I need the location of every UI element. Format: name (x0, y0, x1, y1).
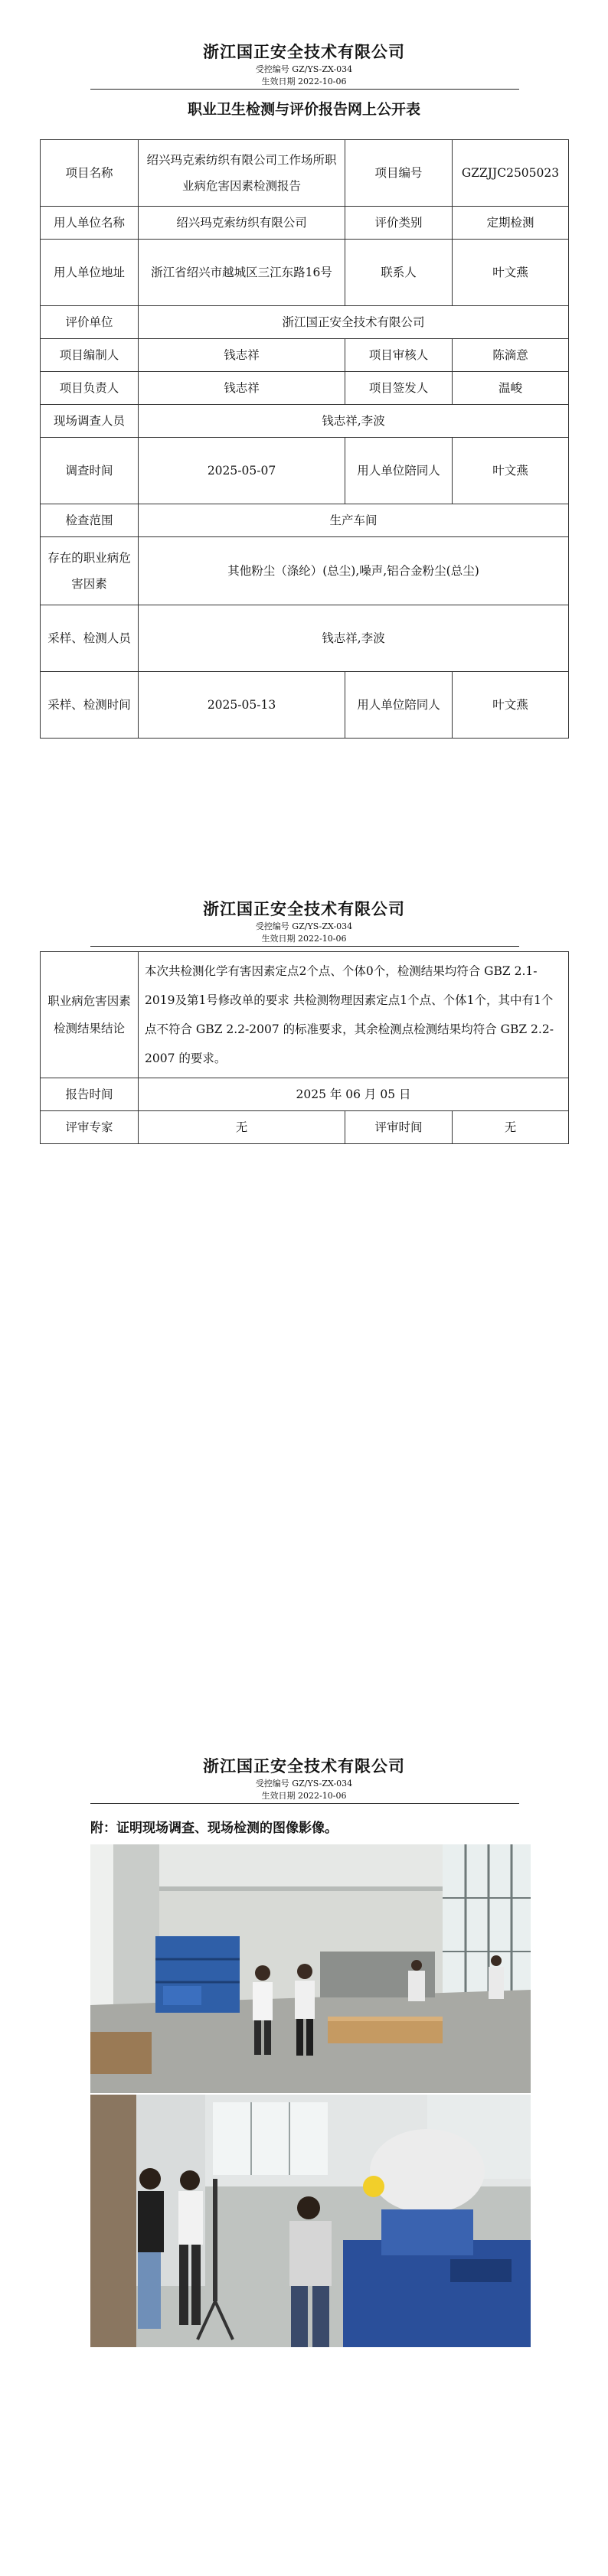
table-label: 用人单位陪同人 (345, 438, 453, 504)
company-name: 浙江国正安全技术有限公司 (203, 1756, 405, 1775)
site-survey-photo (90, 1844, 531, 2093)
annex-title: 附：证明现场调查、现场检测的图像影像。 (90, 1821, 338, 1836)
table-row (41, 438, 569, 504)
table-label: 采样、检测人员 (41, 605, 139, 672)
table-label: 用人单位地址 (41, 240, 139, 306)
table-row (41, 672, 569, 739)
evaluation-type: 定期检测 (453, 207, 569, 240)
table-label: 评价类别 (345, 207, 453, 240)
table-label: 项目编号 (345, 140, 453, 207)
table-label: 现场调查人员 (41, 405, 139, 438)
table-label: 评审时间 (345, 1111, 453, 1144)
effective-date: 生效日期 2022-10-06 (261, 934, 347, 944)
table-label: 采样、检测时间 (41, 672, 139, 739)
conclusion-text: 本次共检测化学有害因素定点2个点、个体0个，检测结果均符合 GBZ 2.1-2019及第1号修改单的要求 共检测物理因素定点1个点、个体1个，其中有1个点不符合 GBZ 2.2-2007 的标准要求，其余检测点检测结果均符合 GBZ 2.2-2007 的要求。 (139, 952, 569, 1078)
table-label: 报告时间 (41, 1078, 139, 1111)
employer-name: 绍兴玛克索纺织有限公司 (139, 207, 345, 240)
control-number: 受控编号 GZ/YS-ZX-034 (255, 1779, 353, 1789)
table-label: 项目负责人 (41, 372, 139, 405)
table-label: 评审专家 (41, 1111, 139, 1144)
table-label: 评价单位 (41, 306, 139, 339)
site-investigators: 钱志祥,李波 (139, 405, 569, 438)
escort-person: 叶文燕 (453, 438, 569, 504)
table-row (41, 605, 569, 672)
header-divider (90, 1803, 519, 1804)
site-sampling-photo (90, 2095, 531, 2347)
table-row (41, 1111, 569, 1144)
page-header (0, 1754, 608, 1802)
table-row (41, 339, 569, 372)
table-row (41, 306, 569, 339)
control-number: 受控编号 GZ/YS-ZX-034 (255, 921, 353, 931)
project-leader: 钱志祥 (139, 372, 345, 405)
table-label: 用人单位名称 (41, 207, 139, 240)
control-number: 受控编号 GZ/YS-ZX-034 (255, 64, 353, 74)
table-label: 项目名称 (41, 140, 139, 207)
page-header (0, 40, 608, 87)
table-label: 项目审核人 (345, 339, 453, 372)
table-label: 项目签发人 (345, 372, 453, 405)
contact-person: 叶文燕 (453, 240, 569, 306)
header-divider (90, 89, 519, 90)
table-row (41, 372, 569, 405)
inspection-scope: 生产车间 (139, 504, 569, 537)
project-number: GZZJJC2505023 (453, 140, 569, 207)
report-time: 2025 年 06 月 05 日 (139, 1078, 569, 1111)
company-name: 浙江国正安全技术有限公司 (203, 42, 405, 61)
page-header (0, 897, 608, 944)
hazard-factors: 其他粉尘（涤纶）(总尘),噪声,铝合金粉尘(总尘) (139, 537, 569, 605)
site-sampling-image (90, 2095, 531, 2347)
escort-person-2: 叶文燕 (453, 672, 569, 739)
project-compiler: 钱志祥 (139, 339, 345, 372)
table-label: 检查范围 (41, 504, 139, 537)
report-title: 职业卫生检测与评价报告网上公开表 (187, 101, 420, 118)
table-row (41, 1078, 569, 1111)
table-label: 调查时间 (41, 438, 139, 504)
table-row (41, 537, 569, 605)
conclusion-table (40, 951, 569, 1144)
company-name: 浙江国正安全技术有限公司 (203, 899, 405, 918)
survey-time: 2025-05-07 (139, 438, 345, 504)
table-row (41, 140, 569, 207)
review-time: 无 (453, 1111, 569, 1144)
table-label: 职业病危害因素检测结果结论 (41, 952, 139, 1078)
table-label: 项目编制人 (41, 339, 139, 372)
site-survey-image (90, 1844, 531, 2093)
employer-address: 浙江省绍兴市越城区三江东路16号 (139, 240, 345, 306)
table-row (41, 405, 569, 438)
project-name: 绍兴玛克索纺织有限公司工作场所职业病危害因素检测报告 (139, 140, 345, 207)
effective-date: 生效日期 2022-10-06 (261, 77, 347, 86)
project-issuer: 温峻 (453, 372, 569, 405)
table-label: 存在的职业病危害因素 (41, 537, 139, 605)
sampling-time: 2025-05-13 (139, 672, 345, 739)
table-row (41, 504, 569, 537)
report-info-table (40, 139, 569, 739)
effective-date: 生效日期 2022-10-06 (261, 1791, 347, 1801)
header-divider (90, 946, 519, 947)
table-row (41, 207, 569, 240)
review-experts: 无 (139, 1111, 345, 1144)
table-row (41, 952, 569, 1078)
table-label: 用人单位陪同人 (345, 672, 453, 739)
table-label: 联系人 (345, 240, 453, 306)
sampling-staff: 钱志祥,李波 (139, 605, 569, 672)
project-reviewer: 陈滴意 (453, 339, 569, 372)
table-row (41, 240, 569, 306)
evaluation-unit: 浙江国正安全技术有限公司 (139, 306, 569, 339)
